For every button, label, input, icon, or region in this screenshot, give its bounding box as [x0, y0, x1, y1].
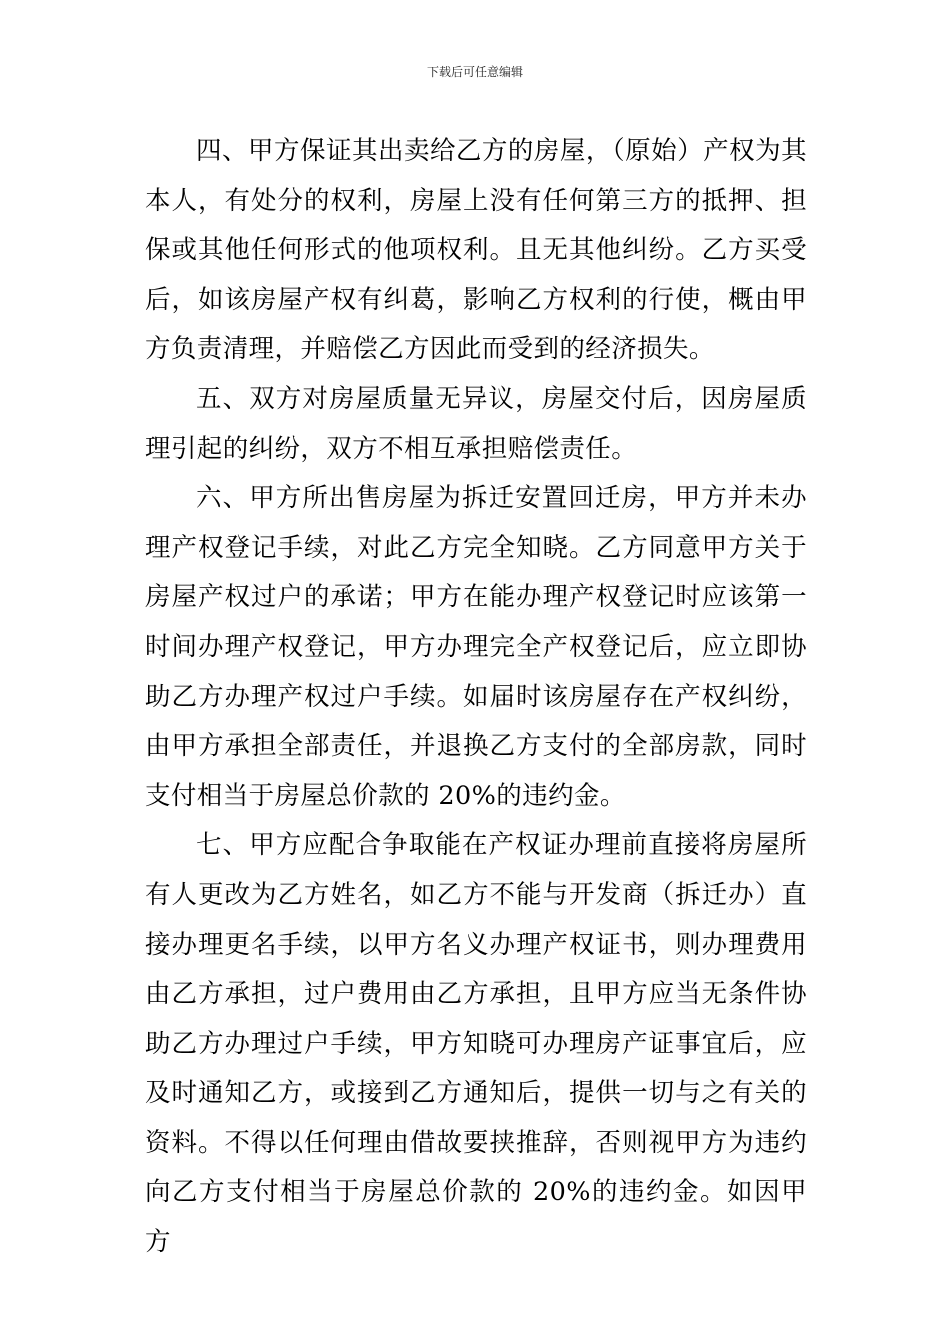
- page-header-note: 下载后可任意编辑: [426, 65, 523, 79]
- paragraph-clause-6: 六、甲方所出售房屋为拆迁安置回迁房，甲方并未办理产权登记手续，对此乙方完全知晓。乙方同意甲方关于房屋产权过户的承诺；甲方在能办理产权登记时应该第一时间办理产权登记，甲方办理完全产权登记后，应立即协助乙方办理产权过户手续。如届时该房屋存在产权纠纷，由甲方承担全部责任，并退换乙方支付的全部房款，同时支付相当于房屋总价款的 20%的违约金。: [145, 483, 807, 811]
- document-body: [145, 127, 807, 1268]
- paragraph-clause-7: 七、甲方应配合争取能在产权证办理前直接将房屋所有人更改为乙方姓名，如乙方不能与开发商（拆迁办）直接办理更名手续，以甲方名义办理产权证书，则办理费用由乙方承担，过户费用由乙方承担，且甲方应当无条件协助乙方办理过户手续，甲方知晓可办理房产证事宜后，应及时通知乙方，或接到乙方通知后，提供一切与之有关的资料。不得以任何理由借故要挟推辞，否则视甲方为违约向乙方支付相当于房屋总价款的 20%的违约金。如因甲方: [145, 830, 807, 1258]
- paragraph-clause-4: 四、甲方保证其出卖给乙方的房屋，（原始）产权为其本人，有处分的权利，房屋上没有任何第三方的抵押、担保或其他任何形式的他项权利。且无其他纠纷。乙方买受后，如该房屋产权有纠葛，影响乙方权利的行使，概由甲方负责清理，并赔偿乙方因此而受到的经济损失。: [145, 136, 807, 365]
- paragraph-clause-5: 五、双方对房屋质量无异议，房屋交付后，因房屋质理引起的纠纷，双方不相互承担赔偿责任。: [145, 383, 807, 464]
